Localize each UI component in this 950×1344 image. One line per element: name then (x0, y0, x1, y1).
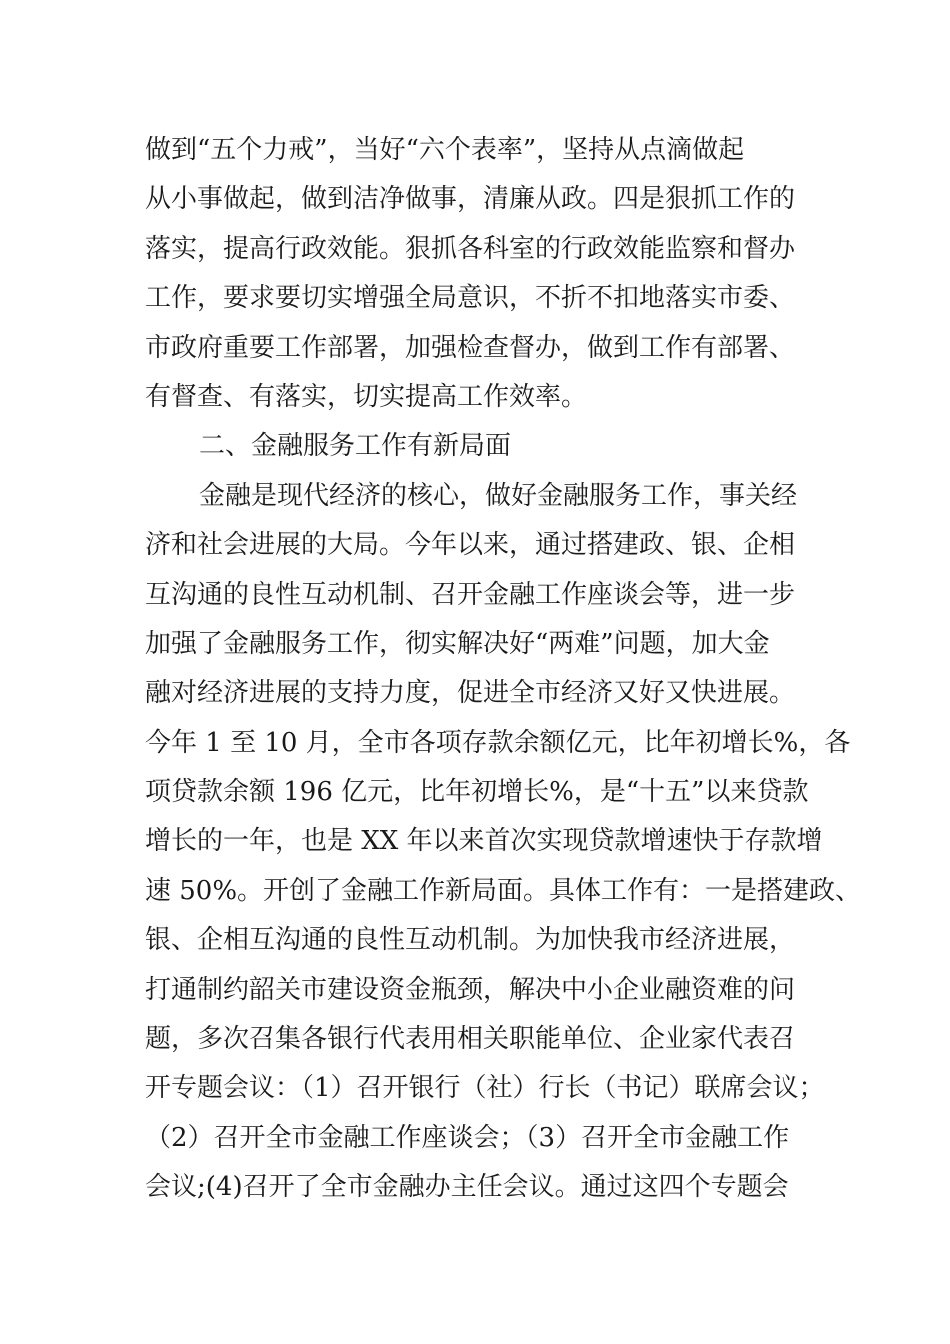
text-line: 加强了金融服务工作，彻实解决好“两难”问题，加大金 (145, 628, 770, 659)
text-line: 落实，提高行政效能。狠抓各科室的行政效能监察和督办 (145, 233, 796, 264)
text-line: 题，多次召集各银行代表用相关职能单位、企业家代表召 (145, 1024, 796, 1055)
text-line: 做到“五个力戒”，当好“六个表率”，坚持从点滴做起 (145, 135, 745, 165)
text-line: 市政府重要工作部署，加强检查督办，做到工作有部署、 (145, 332, 796, 363)
text-line: 银、企相互沟通的良性互动机制。为加快我市经济进展， (145, 925, 796, 956)
body-text (145, 126, 862, 1213)
text-line: 工作，要求要切实增强全局意识，不折不扣地落实市委、 (145, 283, 796, 314)
text-line: 开专题会议：（1）召开银行（社）行长（书记）联席会议； (145, 1073, 825, 1104)
text-line: 互沟通的良性互动机制、召开金融工作座谈会等，进一步 (145, 579, 796, 610)
text-line: 从小事做起，做到洁净做事，清廉从政。四是狠抓工作的 (145, 184, 796, 215)
text-line: 金融是现代经济的核心，做好金融服务工作，事关经 (199, 480, 798, 511)
text-line: 项贷款余额 196 亿元，比年初增长%，是“十五”以来贷款 (145, 777, 809, 808)
text-line: 速 50%。开创了金融工作新局面。具体工作有：一是搭建政、 (145, 875, 862, 906)
text-line: 济和社会进展的大局。今年以来，通过搭建政、银、企相 (145, 530, 796, 561)
text-line: 今年 1 至 10 月，全市各项存款余额亿元，比年初增长%，各 (145, 727, 851, 758)
section-heading: 二、金融服务工作有新局面 (199, 431, 512, 462)
text-line: 融对经济进展的支持力度，促进全市经济又好又快进展。 (145, 678, 796, 709)
text-line: 打通制约韶关市建设资金瓶颈，解决中小企业融资难的问 (145, 974, 796, 1005)
text-line: 会议;(4)召开了全市金融办主任会议。通过这四个专题会 (145, 1172, 789, 1203)
text-line: 增长的一年，也是 XX 年以来首次实现贷款增速快于存款增 (145, 826, 823, 857)
text-line: （2）召开全市金融工作座谈会；（3）召开全市金融工作 (145, 1122, 790, 1153)
text-line: 有督查、有落实，切实提高工作效率。 (145, 381, 588, 412)
